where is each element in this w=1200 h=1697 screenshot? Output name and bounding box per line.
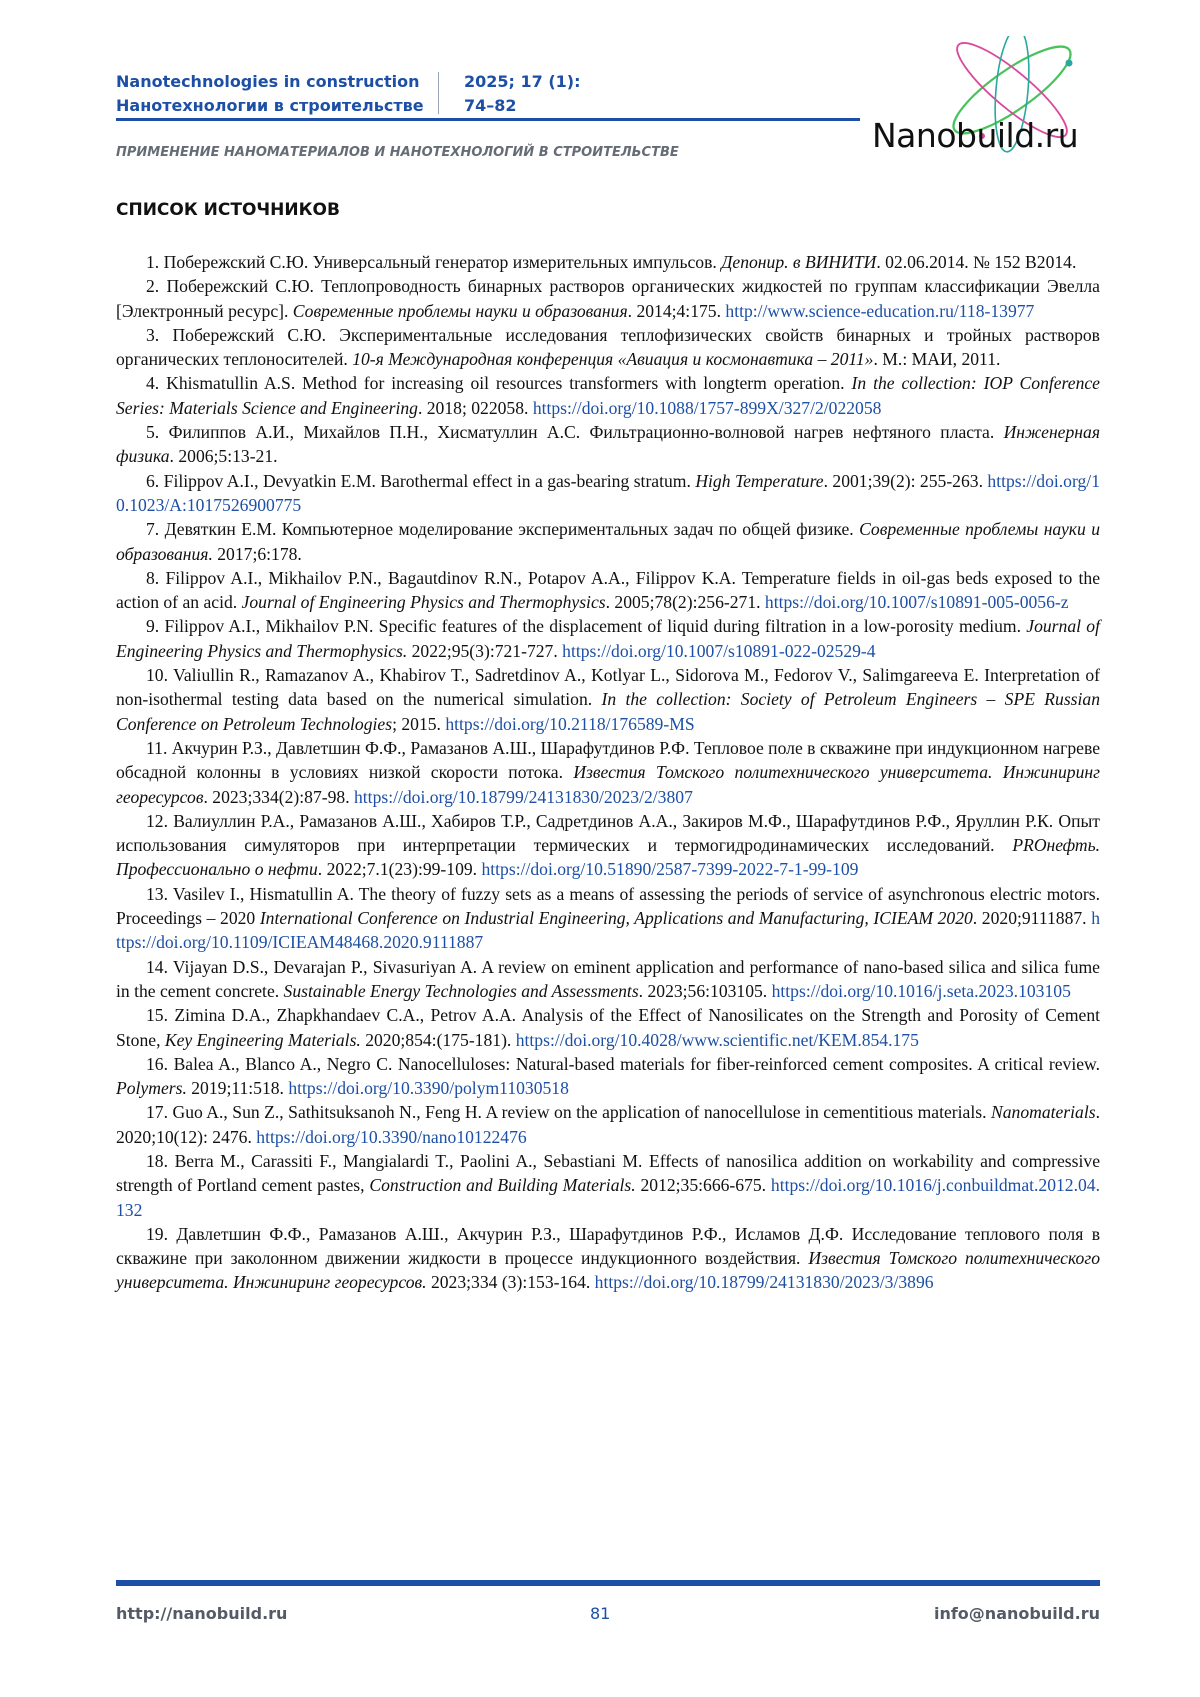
reference-authors: Побережский С.Ю. Универсальный генератор измерительных импульсов.: [163, 252, 722, 272]
reference-details: 2020;854:(175-181).: [360, 1029, 516, 1050]
reference-details: . 2020;9111887.: [972, 908, 1092, 929]
reference-item: [116, 371, 1100, 420]
reference-link[interactable]: https://doi.org/10.1007/s10891-005-0056-z: [764, 592, 1069, 613]
reference-number: 4.: [146, 373, 160, 394]
reference-source: Известия Томского политехнического университета. Инжиниринг георесурсов.: [116, 1248, 1100, 1293]
reference-item: [116, 1003, 1100, 1052]
reference-authors: Акчурин Р.З., Давлетшин Ф.Ф., Рамазанов А.Ш., Шарафутдинов Р.Ф. Тепловое поле в скважине при индукционном нагреве обсадной колонны в условиях низкой скорости потока.: [116, 737, 1100, 783]
reference-number: 15.: [146, 1005, 168, 1026]
reference-number: 3.: [146, 324, 160, 345]
reference-number: 11.: [146, 737, 168, 758]
reference-details: 2019;11:518.: [186, 1078, 289, 1099]
reference-number: 10.: [146, 665, 168, 686]
reference-link[interactable]: https://doi.org/10.1109/ICIEAM48468.2020.9111887: [116, 908, 1100, 953]
reference-source: Polymers.: [116, 1078, 187, 1099]
reference-authors: Filippov A.I., Devyatkin E.M. Barothermal effect in a gas-bearing stratum.: [163, 470, 696, 491]
references-list: [116, 250, 1100, 1295]
reference-source: International Conference on Industrial Engineering, Applications and Manufacturing, ICIEAM 2020: [259, 908, 973, 929]
reference-item: [116, 469, 1100, 518]
footer-rule: [116, 1580, 1100, 1586]
reference-link[interactable]: https://doi.org/10.2118/176589-MS: [445, 713, 695, 734]
reference-item: [116, 274, 1100, 323]
reference-source: Депонир. в ВИНИТИ: [721, 252, 877, 272]
reference-details: . 2006;5:13-21.: [169, 446, 278, 467]
header-rule: [116, 118, 860, 121]
reference-details: . 2001;39(2): 255-263.: [823, 470, 988, 491]
footer-site-link[interactable]: http://nanobuild.ru: [116, 1604, 288, 1623]
reference-authors: Guo A., Sun Z., Sathitsuksanoh N., Feng H. A review on the application of nanocellulose in cementitious materials.: [172, 1102, 991, 1123]
reference-authors: Валиуллин Р.А., Рамазанов А.Ш., Хабиров Т.Р., Садретдинов А.А., Закиров М.Ф., Шарафутдинов Р.Ф., Яруллин Р.К. Опыт использования симуляторов при интерпретации термических и термогидродинамических исследований.: [116, 810, 1100, 856]
reference-item: [116, 809, 1100, 882]
reference-details: 2022;95(3):721-727.: [407, 640, 563, 661]
reference-details: . 2023;334(2):87-98.: [203, 786, 354, 807]
reference-details: ; 2015.: [392, 713, 446, 734]
reference-source: Journal of Engineering Physics and Thermophysics.: [116, 616, 1100, 661]
reference-source: Инженерная физика: [116, 422, 1100, 467]
reference-source: PROнефть. Профессионально о нефти: [116, 835, 1100, 880]
reference-authors: Побережский С.Ю. Теплопроводность бинарных растворов органических жидкостей по группам классификации Эвелла [Электронный ресурс].: [116, 276, 1100, 321]
reference-number: 1.: [146, 252, 160, 272]
reference-link[interactable]: https://doi.org/10.18799/24131830/2023/2/3807: [354, 786, 693, 807]
reference-number: 18.: [146, 1150, 168, 1171]
reference-number: 13.: [146, 883, 168, 904]
reference-source: Современные проблемы науки и образования: [292, 300, 628, 321]
reference-source: Sustainable Energy Technologies and Assessments: [283, 980, 639, 1001]
reference-authors: Balea A., Blanco A., Negro C. Nanocelluloses: Natural-based materials for fiber-reinforced cement composites. A critical review.: [173, 1053, 1100, 1074]
reference-item: [116, 1100, 1100, 1149]
issue-number: 2025; 17 (1):: [464, 72, 581, 91]
issue-pages: 74–82: [464, 96, 517, 115]
reference-item: [116, 736, 1100, 809]
reference-details: . М.: МАИ, 2011.: [873, 349, 1001, 370]
reference-authors: Давлетшин Ф.Ф., Рамазанов А.Ш., Акчурин Р.З., Шарафутдинов Р.Ф., Исламов Д.Ф. Исследование теплового поля в скважине при заколонном движении жидкости в процессе индукционного воздействия.: [116, 1223, 1100, 1269]
reference-item: [116, 250, 1100, 274]
reference-item: [116, 323, 1100, 372]
page-number: 81: [590, 1604, 611, 1623]
section-title: ПРИМЕНЕНИЕ НАНОМАТЕРИАЛОВ И НАНОТЕХНОЛОГИЙ В СТРОИТЕЛЬСТВЕ: [116, 145, 679, 160]
reference-link[interactable]: https://doi.org/10.51890/2587-7399-2022-7-1-99-109: [481, 859, 859, 880]
journal-title: [116, 70, 424, 118]
reference-source: Современные проблемы науки и образования.: [116, 519, 1100, 564]
reference-source: In the collection: IOP Conference Series: Materials Science and Engineering: [116, 373, 1100, 418]
reference-details: . 2014;4:175.: [627, 300, 726, 321]
journal-title-en: Nanotechnologies in construction: [116, 72, 420, 91]
reference-link[interactable]: https://doi.org/10.1023/A:1017526900775: [116, 470, 1100, 515]
reference-item: [116, 614, 1100, 663]
reference-number: 9.: [146, 616, 160, 637]
reference-source: Nanomaterials: [990, 1102, 1096, 1123]
reference-item: [116, 1052, 1100, 1101]
reference-number: 12.: [146, 810, 168, 831]
reference-source: Construction and Building Materials.: [369, 1175, 636, 1196]
reference-item: [116, 955, 1100, 1004]
reference-link[interactable]: https://doi.org/10.4028/www.scientific.net/KEM.854.175: [515, 1029, 919, 1050]
reference-number: 8.: [146, 567, 160, 588]
reference-link[interactable]: https://doi.org/10.18799/24131830/2023/3/3896: [594, 1272, 934, 1293]
reference-authors: Berra M., Carassiti F., Mangialardi T., Paolini A., Sebastiani M. Effects of nanosilica addition on workability and compressive strength of Portland cement pastes,: [116, 1150, 1100, 1196]
header-divider: [438, 72, 439, 114]
reference-details: . 2022;7.1(23):99-109.: [317, 859, 482, 880]
reference-link[interactable]: https://doi.org/10.3390/nano10122476: [256, 1126, 527, 1147]
reference-link[interactable]: http://www.science-education.ru/118-13977: [725, 300, 1035, 321]
reference-authors: Zimina D.A., Zhapkhandaev C.A., Petrov A.A. Analysis of the Effect of Nanosilicates on the Strength and Porosity of Cement Stone,: [116, 1005, 1101, 1050]
nanobuild-logo[interactable]: [862, 36, 1112, 156]
reference-authors: Khismatullin A.S. Method for increasing oil resources transformers with longterm operation.: [166, 373, 852, 394]
reference-link[interactable]: https://doi.org/10.1016/j.conbuildmat.2012.04.132: [116, 1175, 1100, 1220]
references-heading: СПИСОК ИСТОЧНИКОВ: [116, 200, 340, 220]
issue-info: [464, 70, 581, 118]
reference-details: 2023;334 (3):153-164.: [426, 1272, 595, 1293]
reference-source: 10-я Международная конференция «Авиация и космонавтика – 2011»: [352, 349, 874, 370]
reference-details: . 02.06.2014. № 152 В2014.: [876, 252, 1077, 272]
reference-details: . 2023;56:103105.: [638, 980, 772, 1001]
reference-details: 2017;6:178.: [212, 543, 302, 564]
reference-link[interactable]: https://doi.org/10.1007/s10891-022-02529-4: [562, 640, 876, 661]
reference-item: [116, 1149, 1100, 1222]
journal-title-ru: Нанотехнологии в строительстве: [116, 96, 424, 115]
reference-source: High Temperature: [695, 470, 824, 491]
reference-number: 14.: [146, 956, 168, 977]
reference-authors: Vijayan D.S., Devarajan P., Sivasuriyan A. A review on eminent application and performance of nano-based silica and silica fume in the cement concrete.: [116, 956, 1100, 1001]
reference-authors: Девяткин Е.М. Компьютерное моделирование экспериментальных задач по общей физике.: [164, 519, 860, 540]
reference-item: [116, 420, 1100, 469]
reference-details: 2012;35:666-675.: [635, 1175, 771, 1196]
reference-link[interactable]: https://doi.org/10.3390/polym11030518: [288, 1078, 569, 1099]
reference-authors: Valiullin R., Ramazanov A., Khabirov T., Sadretdinov A., Kotlyar L., Sidorova M., Fedorov V., Salimgareeva E. Interpretation of non-isothermal testing data based on the numerical simulation.: [116, 665, 1100, 710]
reference-details: . 2018; 022058.: [417, 397, 533, 418]
reference-authors: Vasilev I., Hismatullin A. The theory of fuzzy sets as a means of assessing the periods of service of asynchronous electric motors. Proceedings – 2020: [116, 883, 1100, 929]
reference-authors: Filippov A.I., Mikhailov P.N., Bagautdinov R.N., Potapov A.A., Filippov K.A. Temperature fields in oil-gas beds exposed to the action of an acid.: [116, 567, 1100, 613]
reference-item: [116, 1222, 1100, 1295]
reference-source: In the collection: Society of Petroleum Engineers – SPE Russian Conference on Petroleum Technologies: [116, 689, 1100, 734]
footer-email-link[interactable]: info@nanobuild.ru: [933, 1604, 1100, 1623]
reference-number: 17.: [146, 1102, 168, 1123]
reference-number: 2.: [146, 276, 160, 297]
reference-details: . 2005;78(2):256-271.: [605, 592, 765, 613]
reference-link[interactable]: https://doi.org/10.1016/j.seta.2023.103105: [771, 980, 1071, 1001]
reference-number: 19.: [146, 1223, 168, 1244]
reference-authors: Побережский С.Ю. Экспериментальные исследования теплофизических свойств бинарных и тройных растворов органических теплоносителей.: [116, 324, 1100, 370]
reference-source: Key Engineering Materials.: [164, 1029, 361, 1050]
reference-number: 16.: [146, 1053, 168, 1074]
reference-link[interactable]: https://doi.org/10.1088/1757-899X/327/2/022058: [532, 397, 882, 418]
reference-authors: Filippov A.I., Mikhailov P.N. Specific features of the displacement of liquid during filtration in a low-porosity medium.: [164, 616, 1027, 637]
reference-details: . 2020;10(12): 2476.: [116, 1102, 1100, 1147]
reference-item: [116, 663, 1100, 736]
reference-item: [116, 517, 1100, 566]
reference-source: Journal of Engineering Physics and Thermophysics: [241, 592, 606, 613]
reference-number: 7.: [146, 519, 160, 540]
reference-source: Известия Томского политехнического университета. Инжиниринг георесурсов: [116, 762, 1100, 807]
reference-item: [116, 882, 1100, 955]
logo-wordmark: Nanobuild.ru: [872, 116, 1079, 155]
reference-number: 6.: [146, 470, 160, 491]
reference-number: 5.: [146, 422, 160, 443]
reference-item: [116, 566, 1100, 615]
reference-authors: Филиппов А.И., Михайлов П.Н., Хисматуллин А.С. Фильтрационно-волновой нагрев нефтяного пласта.: [168, 422, 1004, 443]
